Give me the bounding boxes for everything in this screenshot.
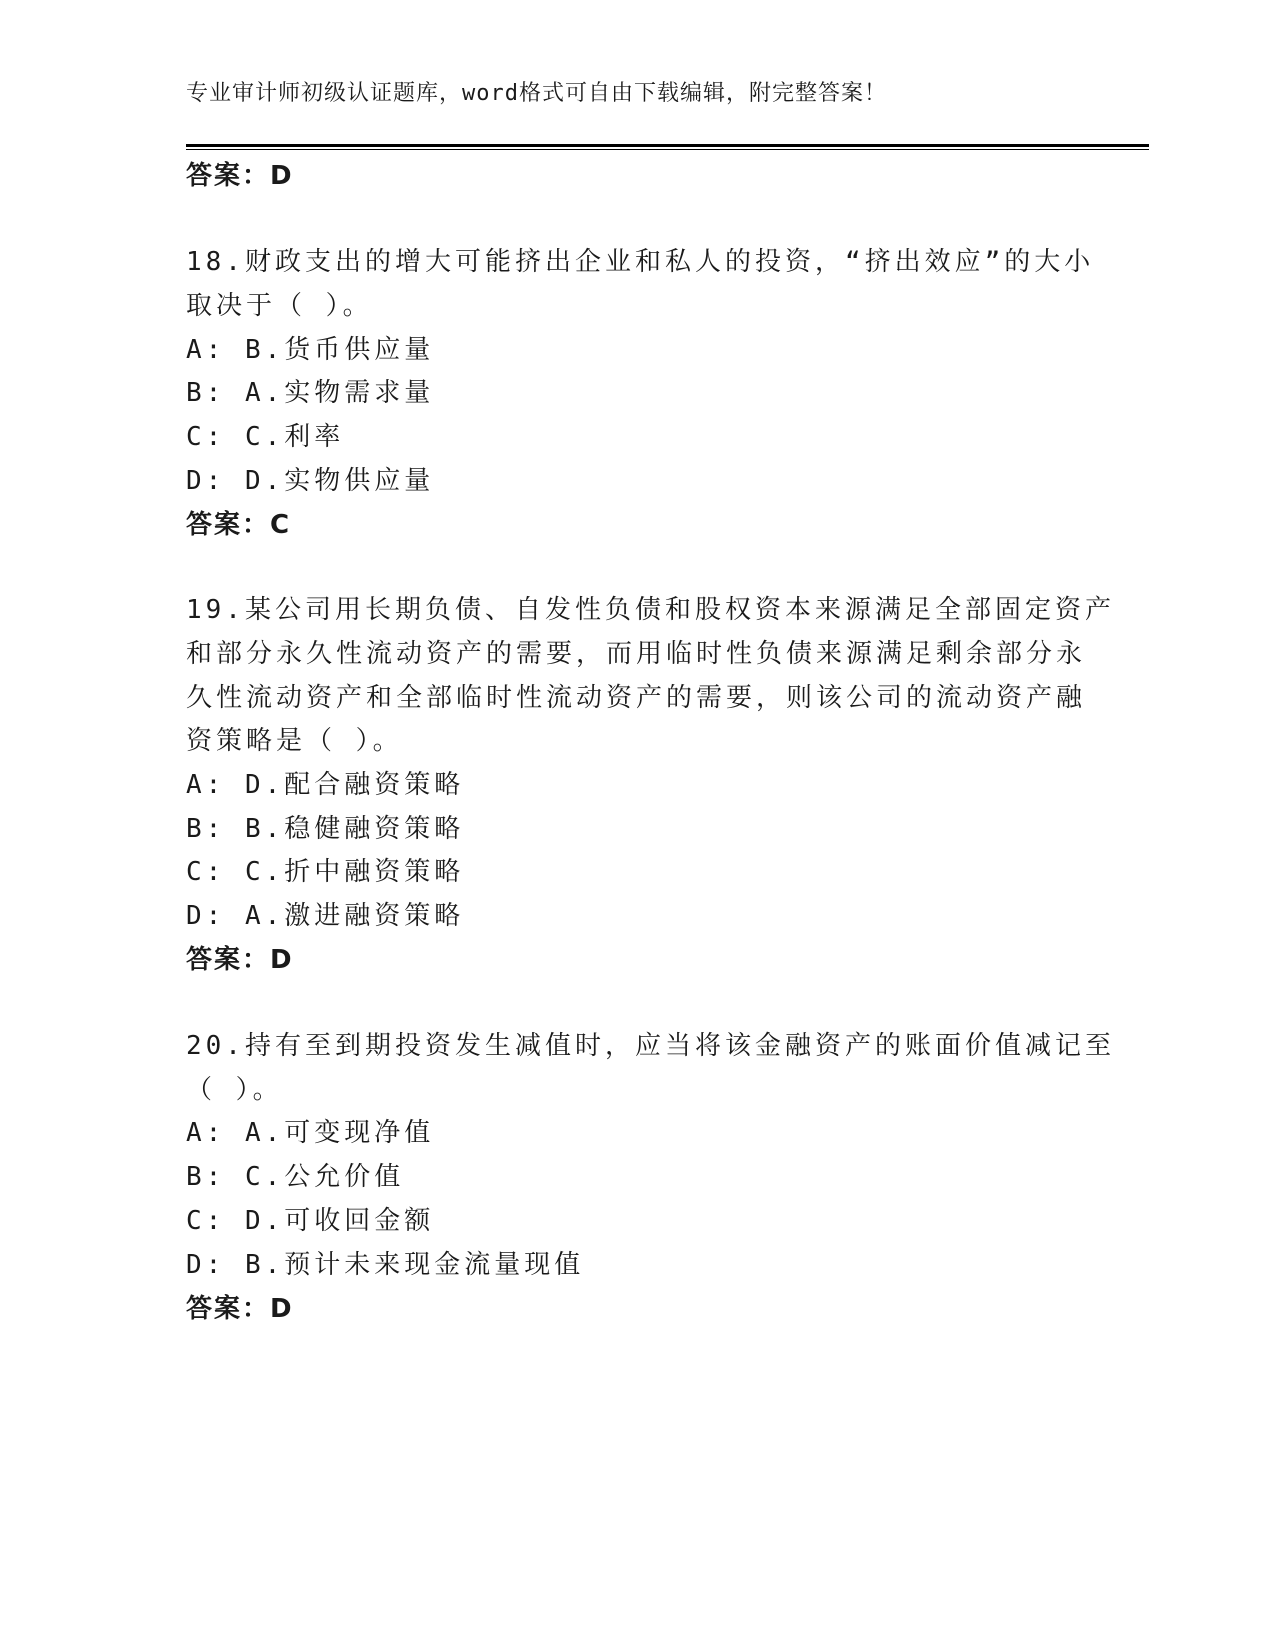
question-19-option-a: A: D.配合融资策略 — [186, 770, 465, 800]
question-18-number: 18. — [186, 247, 245, 277]
answer-17: 答案：D — [186, 161, 294, 191]
answer-20: 答案：D — [186, 1294, 294, 1324]
question-18-option-b: B: A.实物需求量 — [186, 378, 435, 408]
question-20-line-2: （ ）。 — [186, 1075, 283, 1105]
question-18-option-a: A: B.货币供应量 — [186, 335, 435, 365]
question-20-option-a: A: A.可变现净值 — [186, 1118, 435, 1148]
header-rule-thin — [186, 149, 1149, 150]
question-19-text-1: 某公司用长期负债、自发性负债和股权资本来源满足全部固定资产 — [244, 595, 1115, 625]
question-18-line-1 — [186, 241, 1094, 278]
question-19-option-b: B: B.稳健融资策略 — [186, 814, 465, 844]
question-19-option-d: D: A.激进融资策略 — [186, 901, 465, 931]
question-19-line-2: 和部分永久性流动资产的需要，而用临时性负债来源满足剩余部分永 — [186, 639, 1087, 669]
question-20-option-d: D: B.预计未来现金流量现值 — [186, 1250, 585, 1280]
question-18-option-c: C: C.利率 — [186, 422, 345, 452]
question-20-option-b: B: C.公允价值 — [186, 1162, 405, 1192]
question-19-option-c: C: C.折中融资策略 — [186, 857, 465, 887]
question-20-number: 20. — [186, 1031, 245, 1061]
question-18-text-1: 财政支出的增大可能挤出企业和私人的投资，“挤出效应”的大小 — [244, 247, 1095, 277]
question-20-option-c: C: D.可收回金额 — [186, 1206, 435, 1236]
question-19-line-3: 久性流动资产和全部临时性流动资产的需要，则该公司的流动资产融 — [186, 683, 1087, 713]
page-header-text: 专业审计师初级认证题库，word格式可自由下载编辑，附完整答案！ — [186, 81, 887, 106]
question-18-option-d: D: D.实物供应量 — [186, 466, 435, 496]
question-20-line-1 — [186, 1025, 1115, 1062]
answer-19: 答案：D — [186, 945, 294, 975]
question-18-line-2: 取决于（ ）。 — [186, 291, 373, 321]
question-19-line-1 — [186, 589, 1115, 626]
question-19-line-4: 资策略是（ ）。 — [186, 726, 403, 756]
answer-18: 答案：C — [186, 510, 292, 540]
header-rule-thick — [186, 144, 1149, 147]
question-20-text-1: 持有至到期投资发生减值时，应当将该金融资产的账面价值减记至 — [244, 1031, 1115, 1061]
question-19-number: 19. — [186, 595, 245, 625]
